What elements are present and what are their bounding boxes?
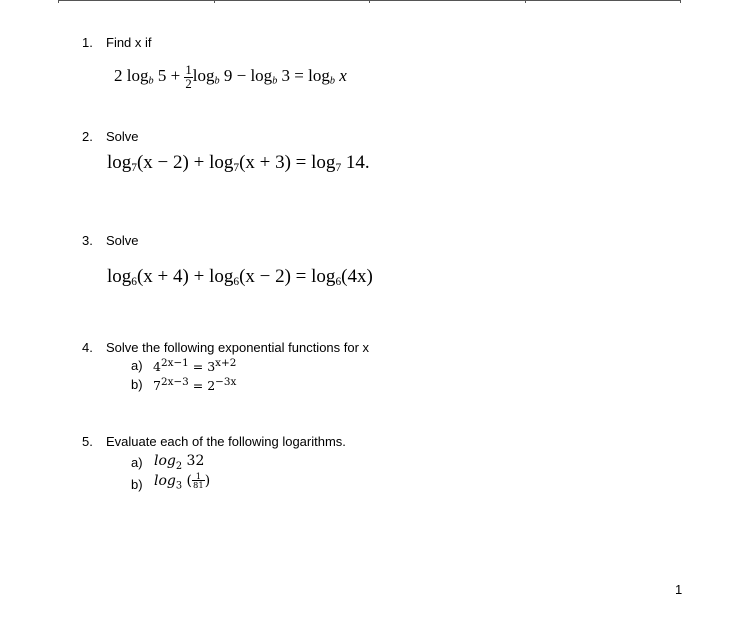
fraction-one-half: $\frac{1}{2}$ <box>185 63 192 91</box>
page-number: 1 <box>675 582 683 597</box>
question-4b-label: b) <box>131 377 143 392</box>
question-5-number: 5. <box>82 434 93 449</box>
table-divider <box>58 0 59 3</box>
question-2-prompt: Solve <box>106 129 139 144</box>
question-4-number: 4. <box>82 340 93 355</box>
table-divider <box>369 0 370 3</box>
question-4a-label: a) <box>131 358 143 373</box>
question-2-number: 2. <box>82 129 93 144</box>
question-4b-equation: $7^{2x-3} = 2^{-3x}$ <box>153 376 237 394</box>
question-5-prompt: Evaluate each of the following logarithms. <box>106 434 346 449</box>
question-4a-equation: $4^{2x-1} = 3^{x+2}$ <box>153 357 237 375</box>
table-divider <box>214 0 215 3</box>
fraction-one-eighty-first: $\frac{1}{81}$ <box>193 471 204 491</box>
question-4-prompt: Solve the following exponential functions for x <box>106 340 370 355</box>
table-divider <box>525 0 526 3</box>
question-3-prompt: Solve <box>106 233 139 248</box>
question-5b-expression: $\log_3$ ( $\frac{1}{81}$ ) <box>154 471 211 492</box>
question-5b-label: b) <box>131 477 143 492</box>
question-3-equation: $\log_6(x + 4) + \log_6(x - 2) = \log_6(4x)$ <box>107 266 373 288</box>
question-5a-label: a) <box>131 455 143 470</box>
question-2-equation: $\log_7(x - 2) + \log_7(x + 3) = \log_7 14$. <box>107 152 370 174</box>
question-3-number: 3. <box>82 233 93 248</box>
question-1-prompt: Find x if <box>106 35 152 50</box>
question-5a-expression: $\log_2 32$ <box>154 453 205 472</box>
question-1-number: 1. <box>82 35 93 50</box>
question-1-equation: 2 $\log_b 5$ + $\frac{1}{2}$ $\log_b 9 - \log_b 3 = \log_b x$ <box>114 63 347 91</box>
table-divider <box>680 0 681 3</box>
